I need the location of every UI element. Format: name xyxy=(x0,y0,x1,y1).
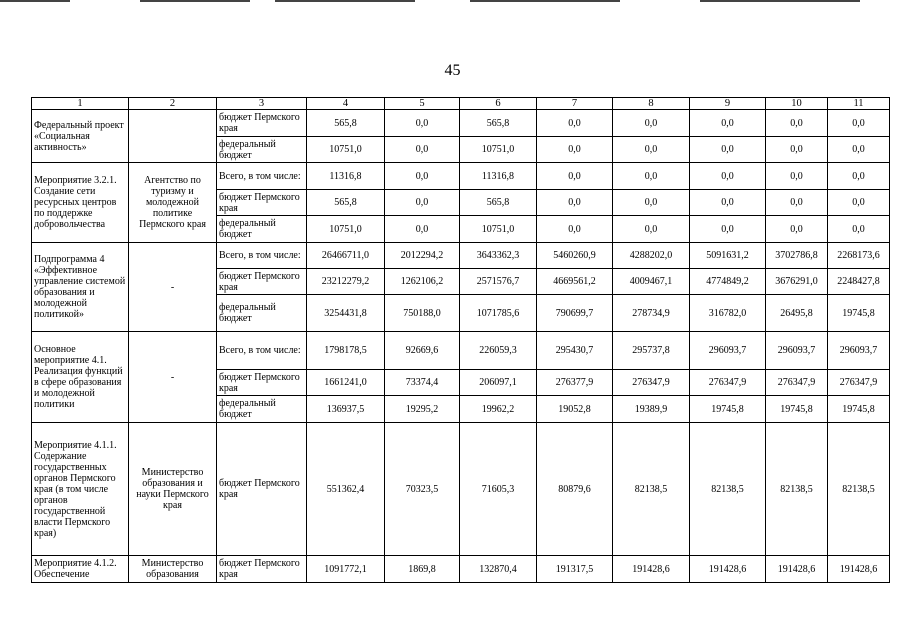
amount-cell: 0,0 xyxy=(613,216,690,243)
amount-cell: 1798178,5 xyxy=(307,332,385,370)
column-header: 2 xyxy=(129,98,217,110)
amount-cell: 92669,6 xyxy=(385,332,460,370)
amount-cell: 3643362,3 xyxy=(460,243,537,269)
amount-cell: 0,0 xyxy=(766,216,828,243)
table-row xyxy=(32,332,890,370)
responsible-agency-cell xyxy=(129,110,217,163)
program-name-cell: Федеральный проект «Социальная активность» xyxy=(32,110,129,163)
amount-cell: 0,0 xyxy=(690,190,766,216)
amount-cell: 276347,9 xyxy=(613,370,690,396)
column-header: 9 xyxy=(690,98,766,110)
column-header: 3 xyxy=(217,98,307,110)
amount-cell: 790699,7 xyxy=(537,295,613,332)
program-name-cell: Подпрограмма 4 «Эффективное управление системой образования и молодежной политикой» xyxy=(32,243,129,332)
header-row xyxy=(32,98,890,110)
funding-source-cell: Всего, в том числе: xyxy=(217,332,307,370)
amount-cell: 26495,8 xyxy=(766,295,828,332)
amount-cell: 0,0 xyxy=(690,216,766,243)
amount-cell: 71605,3 xyxy=(460,423,537,556)
amount-cell: 5091631,2 xyxy=(690,243,766,269)
program-name-cell: Мероприятие 4.1.2. Обеспечение xyxy=(32,556,129,583)
amount-cell: 276347,9 xyxy=(690,370,766,396)
amount-cell: 82138,5 xyxy=(690,423,766,556)
amount-cell: 191428,6 xyxy=(613,556,690,583)
amount-cell: 0,0 xyxy=(537,110,613,137)
amount-cell: 10751,0 xyxy=(460,216,537,243)
amount-cell: 750188,0 xyxy=(385,295,460,332)
amount-cell: 1262106,2 xyxy=(385,269,460,295)
program-name-cell: Мероприятие 3.2.1. Создание сети ресурсных центров по поддержке добровольчества xyxy=(32,163,129,243)
amount-cell: 0,0 xyxy=(385,163,460,190)
amount-cell: 565,8 xyxy=(307,190,385,216)
amount-cell: 296093,7 xyxy=(766,332,828,370)
amount-cell: 2012294,2 xyxy=(385,243,460,269)
responsible-agency-cell: - xyxy=(129,243,217,332)
amount-cell: 26466711,0 xyxy=(307,243,385,269)
amount-cell: 0,0 xyxy=(690,110,766,137)
amount-cell: 0,0 xyxy=(613,110,690,137)
amount-cell: 278734,9 xyxy=(613,295,690,332)
amount-cell: 191428,6 xyxy=(766,556,828,583)
amount-cell: 565,8 xyxy=(460,110,537,137)
amount-cell: 4774849,2 xyxy=(690,269,766,295)
funding-source-cell: бюджет Пермского края xyxy=(217,269,307,295)
amount-cell: 295430,7 xyxy=(537,332,613,370)
amount-cell: 551362,4 xyxy=(307,423,385,556)
funding-source-cell: федеральный бюджет xyxy=(217,216,307,243)
amount-cell: 565,8 xyxy=(307,110,385,137)
amount-cell: 295737,8 xyxy=(613,332,690,370)
amount-cell: 1091772,1 xyxy=(307,556,385,583)
responsible-agency-cell: - xyxy=(129,332,217,423)
amount-cell: 0,0 xyxy=(828,110,890,137)
table-row xyxy=(32,163,890,190)
amount-cell: 0,0 xyxy=(537,163,613,190)
program-name-cell: Основное мероприятие 4.1. Реализация функций в сфере образования и молодежной политики xyxy=(32,332,129,423)
funding-source-cell: федеральный бюджет xyxy=(217,137,307,163)
column-header: 7 xyxy=(537,98,613,110)
amount-cell: 0,0 xyxy=(385,110,460,137)
budget-table xyxy=(31,97,890,583)
program-name-cell: Мероприятие 4.1.1. Содержание государственных органов Пермского края (в том числе органов государственной власти Пермского края) xyxy=(32,423,129,556)
amount-cell: 80879,6 xyxy=(537,423,613,556)
amount-cell: 206097,1 xyxy=(460,370,537,396)
amount-cell: 19745,8 xyxy=(690,396,766,423)
amount-cell: 2268173,6 xyxy=(828,243,890,269)
amount-cell: 0,0 xyxy=(828,163,890,190)
amount-cell: 11316,8 xyxy=(307,163,385,190)
table-row xyxy=(32,423,890,556)
column-header: 1 xyxy=(32,98,129,110)
column-header: 5 xyxy=(385,98,460,110)
amount-cell: 0,0 xyxy=(537,190,613,216)
amount-cell: 5460260,9 xyxy=(537,243,613,269)
amount-cell: 0,0 xyxy=(766,190,828,216)
amount-cell: 19745,8 xyxy=(828,396,890,423)
amount-cell: 70323,5 xyxy=(385,423,460,556)
amount-cell: 1869,8 xyxy=(385,556,460,583)
amount-cell: 0,0 xyxy=(385,216,460,243)
page-number: 45 xyxy=(444,62,461,79)
amount-cell: 82138,5 xyxy=(828,423,890,556)
amount-cell: 4288202,0 xyxy=(613,243,690,269)
amount-cell: 0,0 xyxy=(690,163,766,190)
amount-cell: 82138,5 xyxy=(766,423,828,556)
amount-cell: 19962,2 xyxy=(460,396,537,423)
amount-cell: 3676291,0 xyxy=(766,269,828,295)
amount-cell: 19389,9 xyxy=(613,396,690,423)
amount-cell: 1071785,6 xyxy=(460,295,537,332)
amount-cell: 0,0 xyxy=(766,137,828,163)
amount-cell: 0,0 xyxy=(766,163,828,190)
funding-source-cell: бюджет Пермского края xyxy=(217,370,307,396)
responsible-agency-cell: Министерство образования и науки Пермского края xyxy=(129,423,217,556)
amount-cell: 3254431,8 xyxy=(307,295,385,332)
amount-cell: 191428,6 xyxy=(828,556,890,583)
amount-cell: 2571576,7 xyxy=(460,269,537,295)
amount-cell: 10751,0 xyxy=(307,137,385,163)
amount-cell: 19295,2 xyxy=(385,396,460,423)
amount-cell: 11316,8 xyxy=(460,163,537,190)
responsible-agency-cell: Министерство образования xyxy=(129,556,217,583)
funding-source-cell: Всего, в том числе: xyxy=(217,163,307,190)
funding-source-cell: бюджет Пермского края xyxy=(217,190,307,216)
amount-cell: 19745,8 xyxy=(828,295,890,332)
amount-cell: 276347,9 xyxy=(828,370,890,396)
amount-cell: 296093,7 xyxy=(828,332,890,370)
table-row xyxy=(32,243,890,269)
responsible-agency-cell: Агентство по туризму и молодежной политике Пермского края xyxy=(129,163,217,243)
amount-cell: 0,0 xyxy=(613,137,690,163)
amount-cell: 2248427,8 xyxy=(828,269,890,295)
amount-cell: 0,0 xyxy=(537,137,613,163)
funding-source-cell: бюджет Пермского края xyxy=(217,110,307,137)
column-header: 11 xyxy=(828,98,890,110)
amount-cell: 0,0 xyxy=(828,137,890,163)
amount-cell: 10751,0 xyxy=(460,137,537,163)
amount-cell: 0,0 xyxy=(385,190,460,216)
amount-cell: 82138,5 xyxy=(613,423,690,556)
amount-cell: 0,0 xyxy=(828,216,890,243)
column-header: 6 xyxy=(460,98,537,110)
amount-cell: 565,8 xyxy=(460,190,537,216)
amount-cell: 3702786,8 xyxy=(766,243,828,269)
amount-cell: 136937,5 xyxy=(307,396,385,423)
amount-cell: 19052,8 xyxy=(537,396,613,423)
funding-source-cell: федеральный бюджет xyxy=(217,295,307,332)
amount-cell: 132870,4 xyxy=(460,556,537,583)
amount-cell: 4669561,2 xyxy=(537,269,613,295)
funding-source-cell: федеральный бюджет xyxy=(217,396,307,423)
funding-source-cell: бюджет Пермского края xyxy=(217,556,307,583)
table-row xyxy=(32,556,890,583)
amount-cell: 316782,0 xyxy=(690,295,766,332)
column-header: 4 xyxy=(307,98,385,110)
amount-cell: 0,0 xyxy=(385,137,460,163)
amount-cell: 0,0 xyxy=(613,163,690,190)
amount-cell: 191317,5 xyxy=(537,556,613,583)
amount-cell: 0,0 xyxy=(766,110,828,137)
amount-cell: 23212279,2 xyxy=(307,269,385,295)
table-row xyxy=(32,110,890,137)
column-header: 8 xyxy=(613,98,690,110)
amount-cell: 0,0 xyxy=(537,216,613,243)
amount-cell: 1661241,0 xyxy=(307,370,385,396)
amount-cell: 296093,7 xyxy=(690,332,766,370)
amount-cell: 10751,0 xyxy=(307,216,385,243)
column-header: 10 xyxy=(766,98,828,110)
amount-cell: 0,0 xyxy=(828,190,890,216)
amount-cell: 226059,3 xyxy=(460,332,537,370)
amount-cell: 4009467,1 xyxy=(613,269,690,295)
amount-cell: 19745,8 xyxy=(766,396,828,423)
funding-source-cell: бюджет Пермского края xyxy=(217,423,307,556)
amount-cell: 276347,9 xyxy=(766,370,828,396)
funding-source-cell: Всего, в том числе: xyxy=(217,243,307,269)
amount-cell: 191428,6 xyxy=(690,556,766,583)
amount-cell: 0,0 xyxy=(690,137,766,163)
amount-cell: 0,0 xyxy=(613,190,690,216)
amount-cell: 73374,4 xyxy=(385,370,460,396)
amount-cell: 276377,9 xyxy=(537,370,613,396)
